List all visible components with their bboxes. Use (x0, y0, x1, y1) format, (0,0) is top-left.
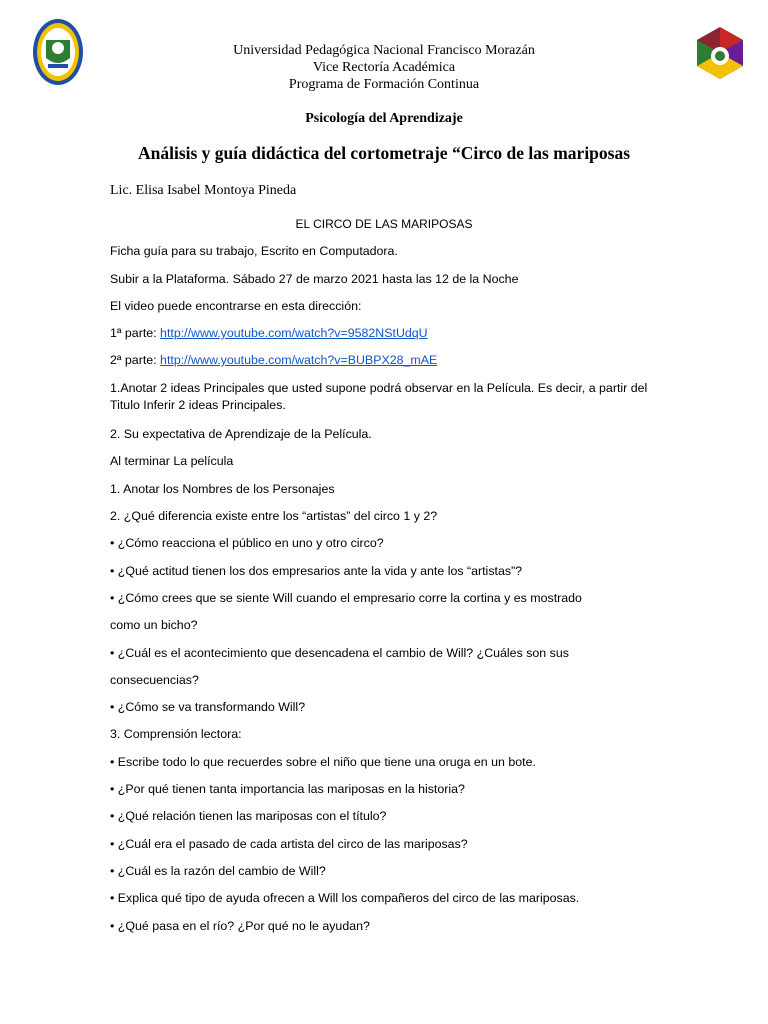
document-title: Análisis y guía didáctica del cortometraje “Circo de las mariposas (137, 143, 631, 163)
question-difference: 2. ¿Qué diferencia existe entre los “artistas” del circo 1 y 2? (110, 509, 438, 523)
reading-q2: • ¿Por qué tienen tanta importancia las mariposas en la historia? (110, 782, 465, 796)
author-name: Lic. Elisa Isabel Montoya Pineda (110, 183, 297, 198)
part2-label: 2ª parte: (110, 353, 161, 367)
bullet-event: • ¿Cuál es el acontecimiento que desencadena el cambio de Will? ¿Cuáles son sus (110, 646, 569, 660)
bullet-attitude: • ¿Qué actitud tienen los dos empresarios ante la vida y ante los “artistas”? (110, 564, 523, 578)
part1-label: 1ª parte: (110, 326, 161, 340)
university-name: Universidad Pedagógica Nacional Francisco Morazán (233, 43, 535, 58)
reading-q3: • ¿Qué relación tienen las mariposas con el título? (110, 809, 387, 823)
bullet-will-feeling: • ¿Cómo crees que se siente Will cuando el empresario corre la cortina y es mostrado (110, 591, 582, 605)
part1-line (110, 325, 428, 342)
video-line: El video puede encontrarse en esta dirección: (110, 299, 362, 313)
task-1: 1.Anotar 2 ideas Principales que usted supone podrá observar en la Película. Es decir, a partir del Titulo Inferir 2 ideas Principales. (110, 381, 648, 412)
ficha-line: Ficha guía para su trabajo, Escrito en Computadora. (110, 244, 398, 258)
question-characters: 1. Anotar los Nombres de los Personajes (110, 482, 335, 496)
reading-q5: • ¿Cuál es la razón del cambio de Will? (110, 864, 326, 878)
task-2: 2. Su expectativa de Aprendizaje de la Película. (110, 427, 372, 441)
subject-title: Psicología del Aprendizaje (305, 111, 463, 126)
after-film-line: Al terminar La película (110, 454, 234, 468)
reading-q7: • ¿Qué pasa en el río? ¿Por qué no le ayudan? (110, 919, 370, 933)
part1-link[interactable]: http://www.youtube.com/watch?v=9582NStUdqU (160, 326, 428, 340)
bullet-will-feeling-cont: como un bicho? (110, 618, 198, 632)
reading-q1: • Escribe todo lo que recuerdes sobre el niño que tiene una oruga en un bote. (110, 755, 536, 769)
reading-heading: 3. Comprensión lectora: (110, 727, 242, 741)
reading-q4: • ¿Cuál era el pasado de cada artista del circo de las mariposas? (110, 837, 468, 851)
part2-line (110, 352, 437, 369)
bullet-transform: • ¿Cómo se va transformando Will? (110, 700, 306, 714)
bullet-public: • ¿Cómo reacciona el público en uno y otro circo? (110, 536, 384, 550)
program-name: Programa de Formación Continua (288, 77, 480, 92)
deadline-line: Subir a la Plataforma. Sábado 27 de marzo 2021 hasta las 12 de la Noche (110, 272, 519, 286)
part2-link[interactable]: http://www.youtube.com/watch?v=BUBPX28_mAE (160, 353, 438, 367)
section-heading: EL CIRCO DE LAS MARIPOSAS (295, 217, 473, 231)
office-name: Vice Rectoría Académica (312, 60, 456, 75)
bullet-event-cont: consecuencias? (110, 673, 199, 687)
reading-q6: • Explica qué tipo de ayuda ofrecen a Will los compañeros del circo de las mariposas. (110, 891, 580, 905)
